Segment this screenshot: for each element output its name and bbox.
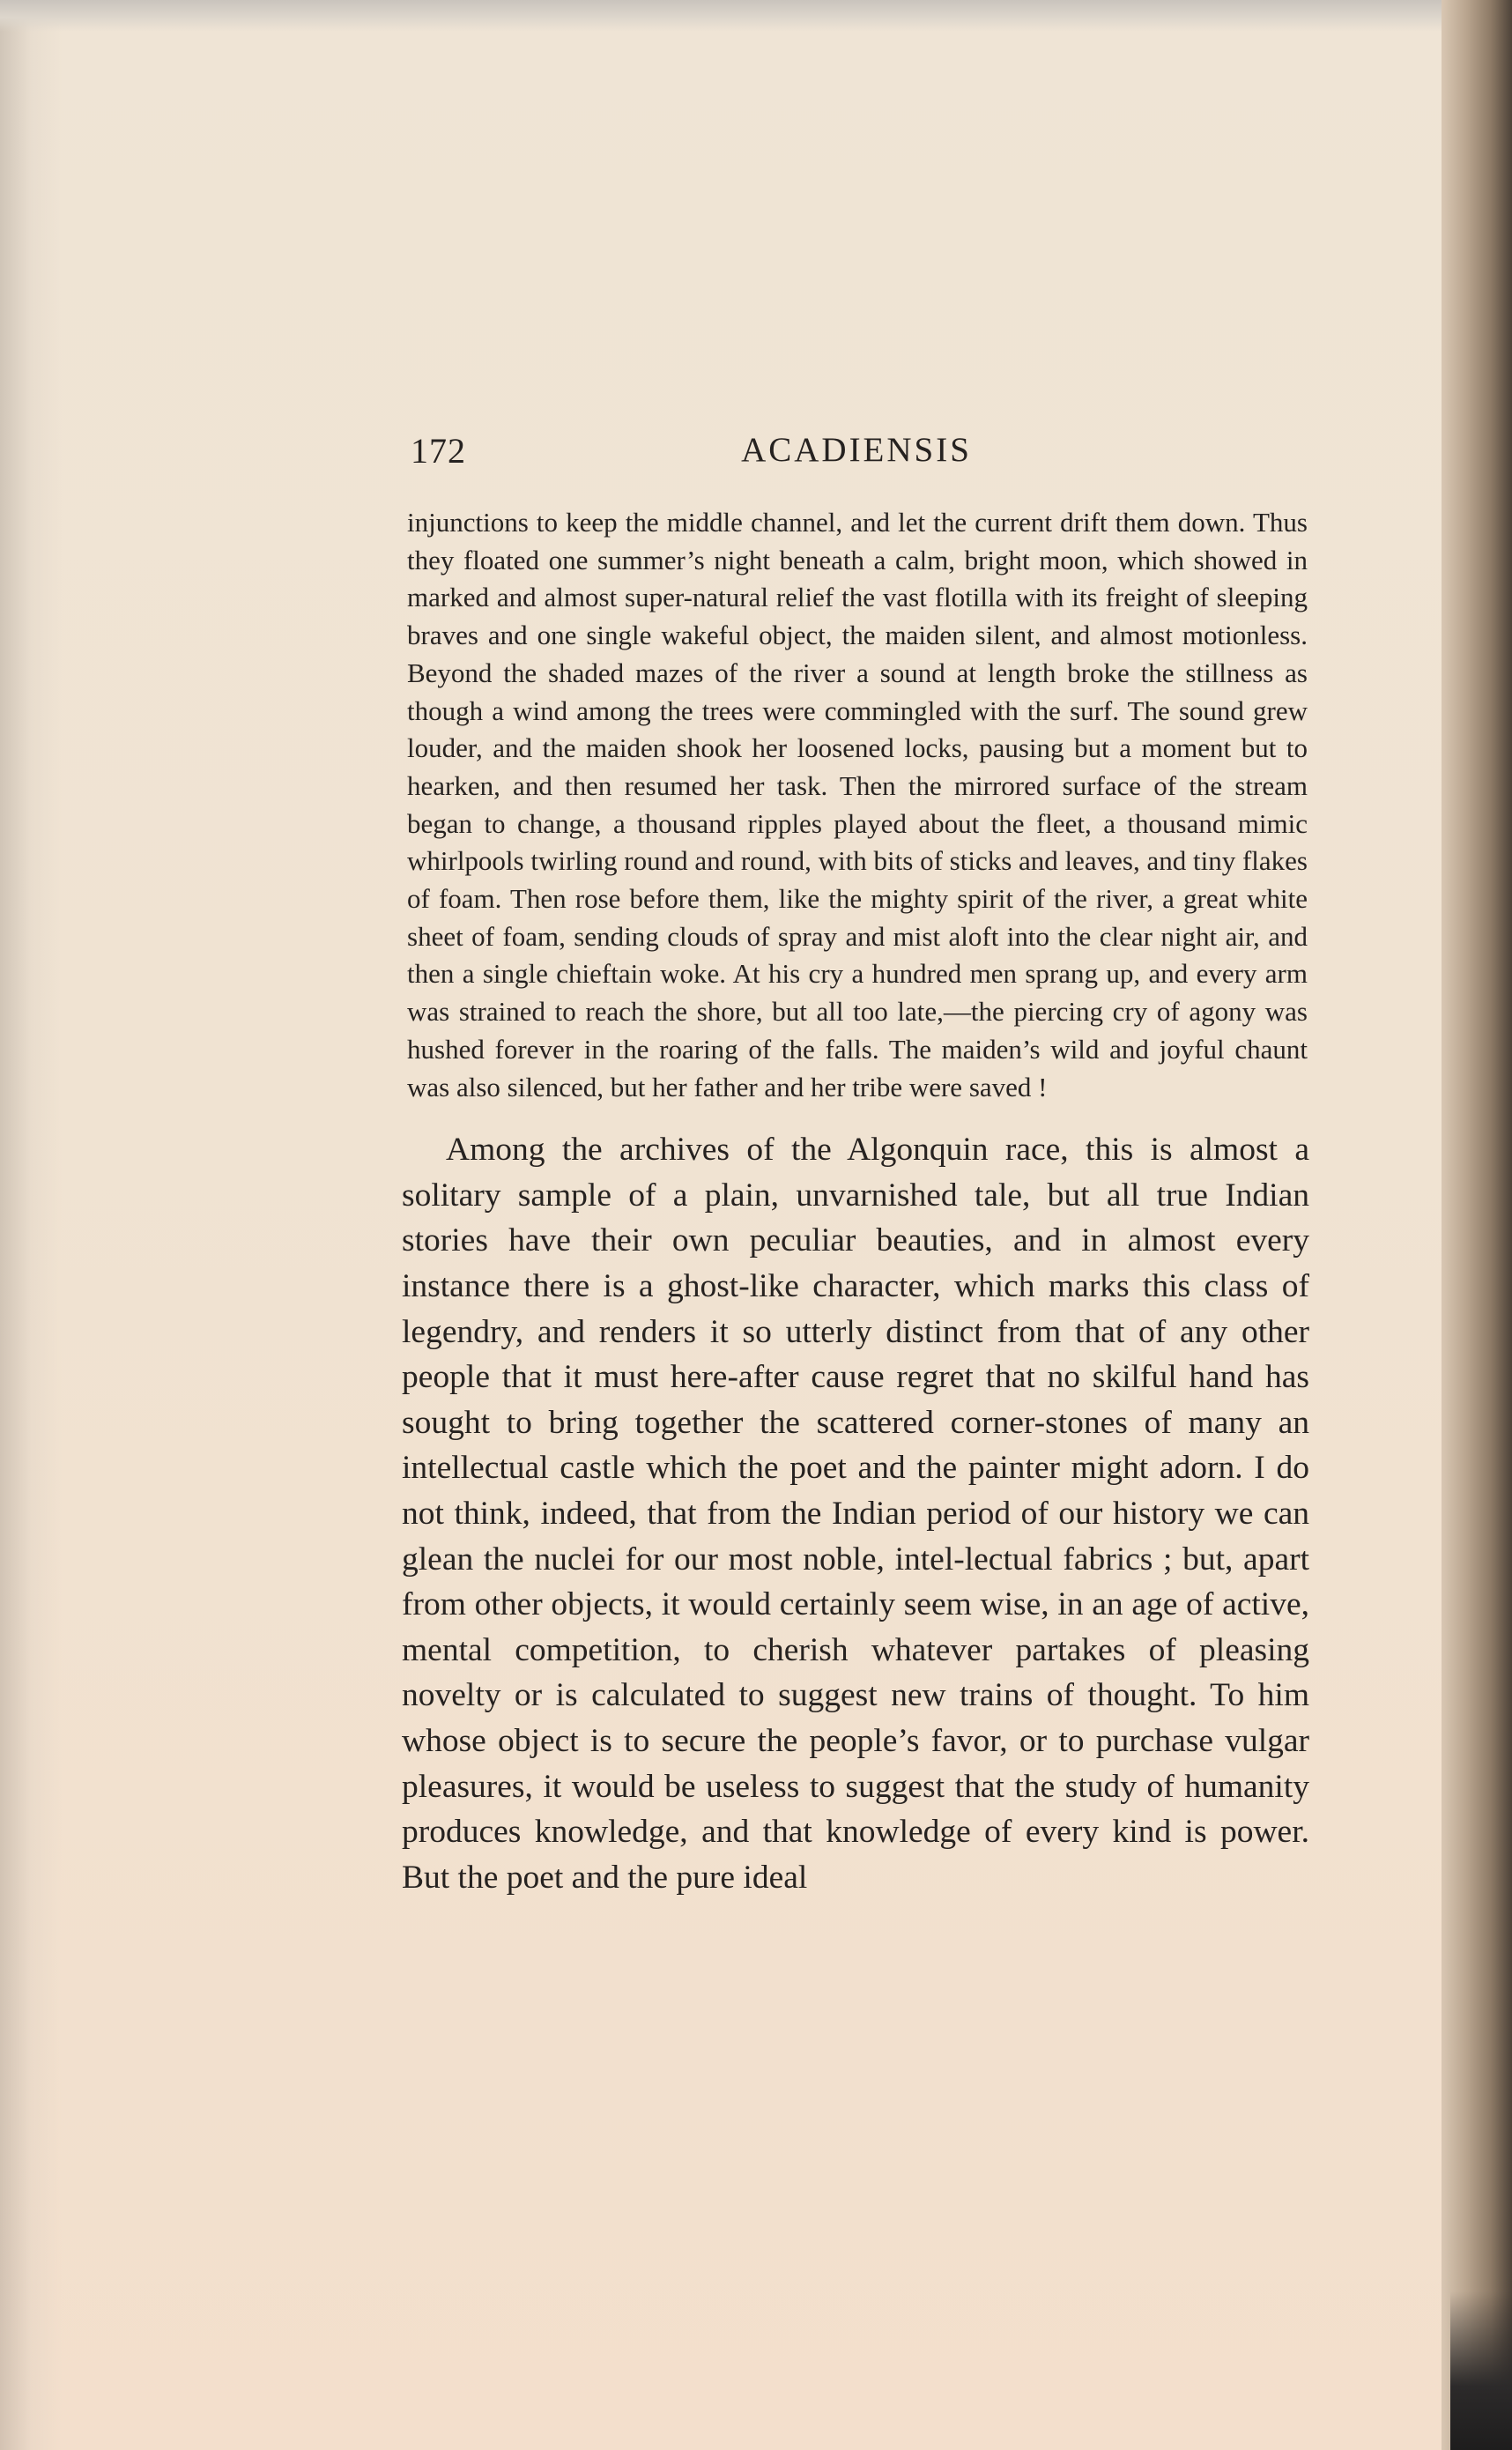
binding-gutter-shadow bbox=[0, 0, 62, 2450]
running-title: ACADIENSIS bbox=[741, 431, 972, 469]
page-stack-edge bbox=[1442, 0, 1512, 2450]
book-cover-corner bbox=[1450, 2291, 1512, 2450]
page-header bbox=[402, 430, 1311, 483]
page-number: 172 bbox=[411, 431, 466, 471]
paragraph-legend: injunctions to keep the middle channel, and let the current drift them down. Thus they floated one summer’s night beneath a calm, bright moon, which showed in marked and almost super-natural relief the vast flotilla with its freight of sleeping braves and one single wakeful object, the maiden silent, and almost motionless. Beyond the shaded mazes of the river a sound at length broke the stillness as though a wind among the trees were commingled with the surf. The sound grew louder, and the maiden shook her loosened locks, pausing but a moment but to hearken, and then resumed her task. Then the mirrored surface of the stream began to change, a thousand ripples played about the fleet, a thousand mimic whirlpools twirling round and round, with bits of sticks and leaves, and tiny flakes of foam. Then rose before them, like the mighty spirit of the river, a great white sheet of foam, sending clouds of spray and mist aloft into the clear night air, and then a single chieftain woke. At his cry a hundred men sprang up, and every arm was strained to reach the shore, but all too late,—the piercing cry of agony was hushed forever in the roaring of the falls. The maiden’s wild and joyful chaunt was also silenced, but her father and her tribe were saved ! bbox=[407, 507, 1308, 1102]
page-top-edge bbox=[0, 0, 1512, 32]
paragraph-commentary: Among the archives of the Algonquin race, this is almost a solitary sample of a plain, unvarnished tale, but all true Indian stories have their own peculiar beauties, and in almost every instance there is a ghost-like character, which marks this class of legendry, and renders it so utterly distinct from that of any other people that it must here-after cause regret that no skilful hand has sought to bring together the scattered corner-stones of many an intellectual castle which the poet and the painter might adorn. I do not think, indeed, that from the Indian period of our history we can glean the nuclei for our most noble, intel-lectual fabrics ; but, apart from other objects, it would certainly seem wise, in an age of active, mental competition, to cherish whatever partakes of pleasing novelty or is calculated to suggest new trains of thought. To him whose object is to secure the people’s favor, or to purchase vulgar pleasures, it would be useless to suggest that the study of humanity produces knowledge, and that knowledge of every kind is power. But the poet and the pure ideal bbox=[402, 1132, 1309, 1896]
text-block bbox=[402, 430, 1311, 1900]
